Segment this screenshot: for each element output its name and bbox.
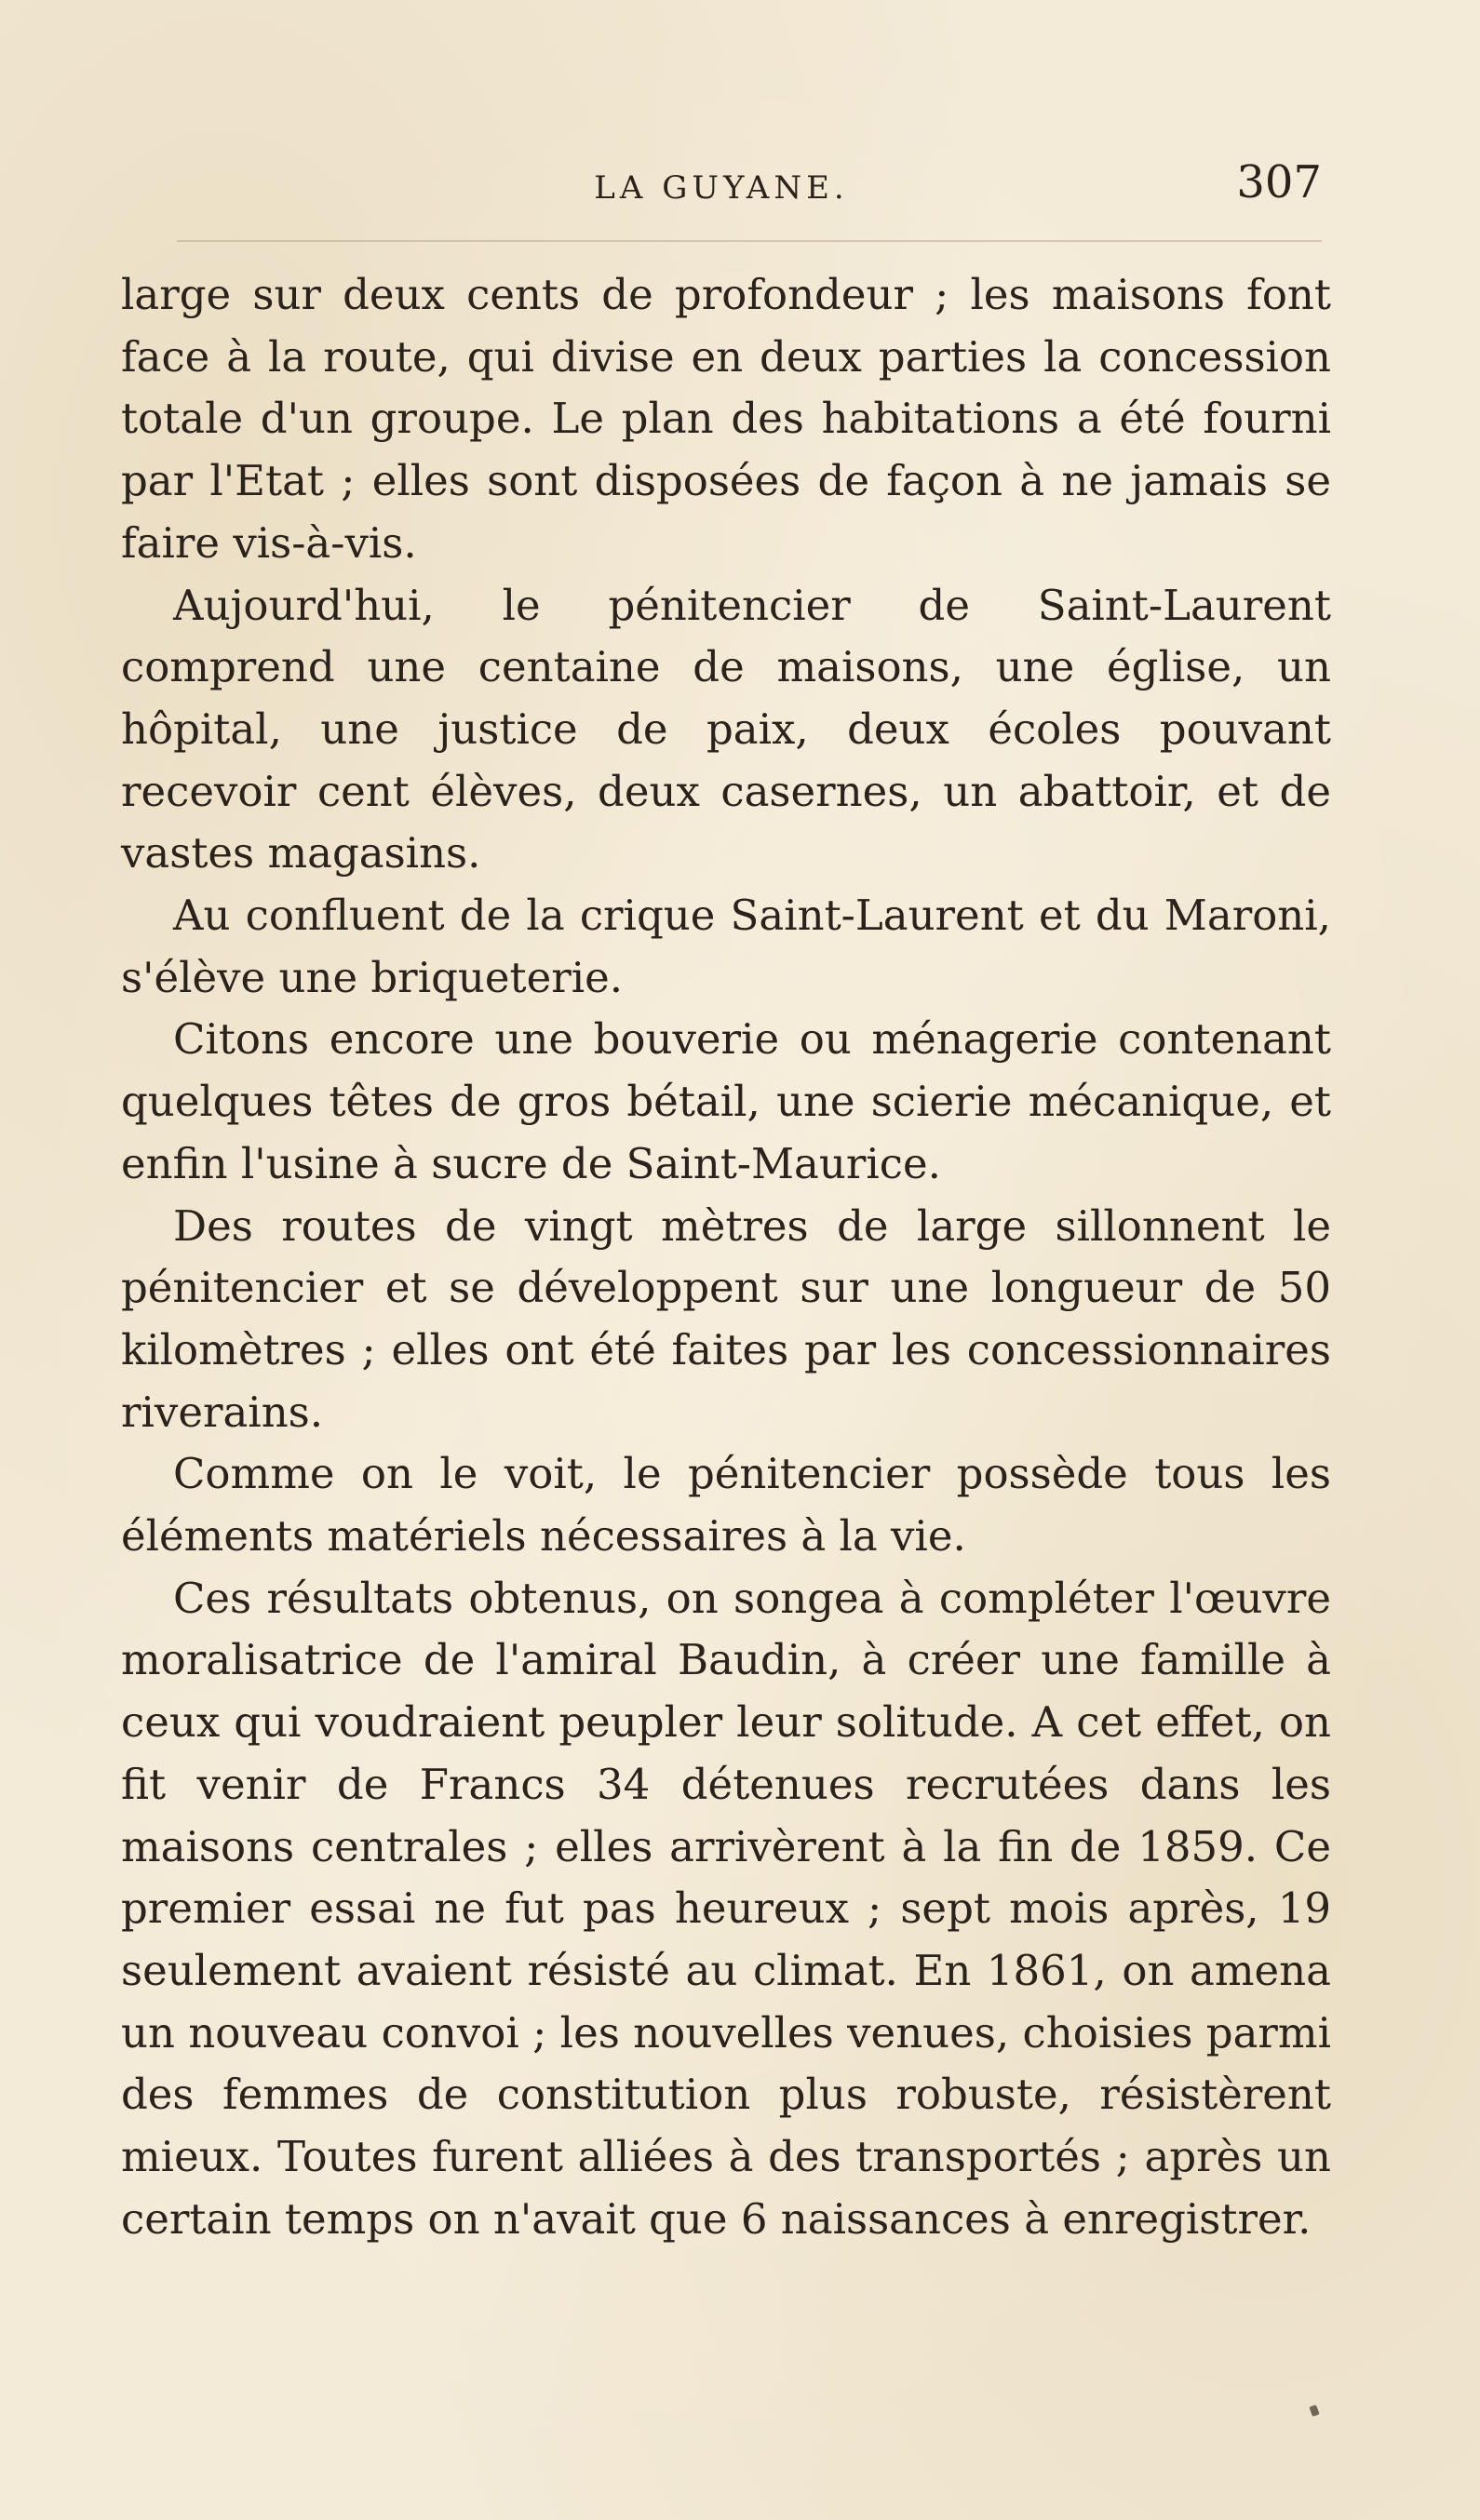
paragraph-detenues: Ces résultats obtenus, on songea à compléter l'œuvre moralisatrice de l'amiral Baudin, à créer une famille à ceux qui voudraient peupler leur solitude. A cet effet, on fit venir de Francs 34 détenues recrutées dans les maisons centrales ; elles arrivèrent à la fin de 1859. Ce premier essai ne fut pas heureux ; sept mois après, 19 seulement avaient résisté au climat. En 1861, on amena un nouveau convoi ; les nouvelles venues, choisies parmi des femmes de constitution plus robuste, résistèrent mieux. Toutes furent alliées à des transportés ; après un certain temps on n'avait que 6 naissances à enregistrer.: [121, 1573, 1331, 2244]
header-rule: [177, 240, 1322, 242]
body-text: [121, 264, 1331, 2251]
paragraph-elements: Comme on le voit, le pénitencier possède tous les éléments matériels nécessaires à la vie.: [121, 1449, 1331, 1562]
paragraph-routes: Des routes de vingt mètres de large sillonnent le pénitencier et se développent sur une longueur de 50 kilomètres ; elles ont été faites par les concessionnaires riverains.: [121, 1200, 1331, 1437]
page-number: 307: [1236, 156, 1322, 208]
paragraph-continuation: large sur deux cents de profondeur ; les maisons font face à la route, qui divise en deux parties la concession totale d'un groupe. Le plan des habitations a été fourni par l'Etat ; elles sont disposées de façon à ne jamais se faire vis-à-vis.: [121, 270, 1331, 568]
paragraph-briqueterie: Au confluent de la crique Saint-Laurent et du Maroni, s'élève une briqueterie.: [121, 891, 1331, 1002]
paragraph-bouverie: Citons encore une bouverie ou ménagerie contenant quelques têtes de gros bétail, une scierie mécanique, et enfin l'usine à sucre de Saint-Maurice.: [121, 1014, 1331, 1188]
running-title: LA GUYANE.: [594, 169, 849, 207]
ink-speck: [1309, 2405, 1319, 2417]
page-header: [121, 156, 1322, 212]
paragraph-saint-laurent: Aujourd'hui, le pénitencier de Saint-Laurent comprend une centaine de maisons, une église, un hôpital, une justice de paix, deux écoles pouvant recevoir cent élèves, deux casernes, un abattoir, et de vastes magasins.: [121, 580, 1331, 878]
